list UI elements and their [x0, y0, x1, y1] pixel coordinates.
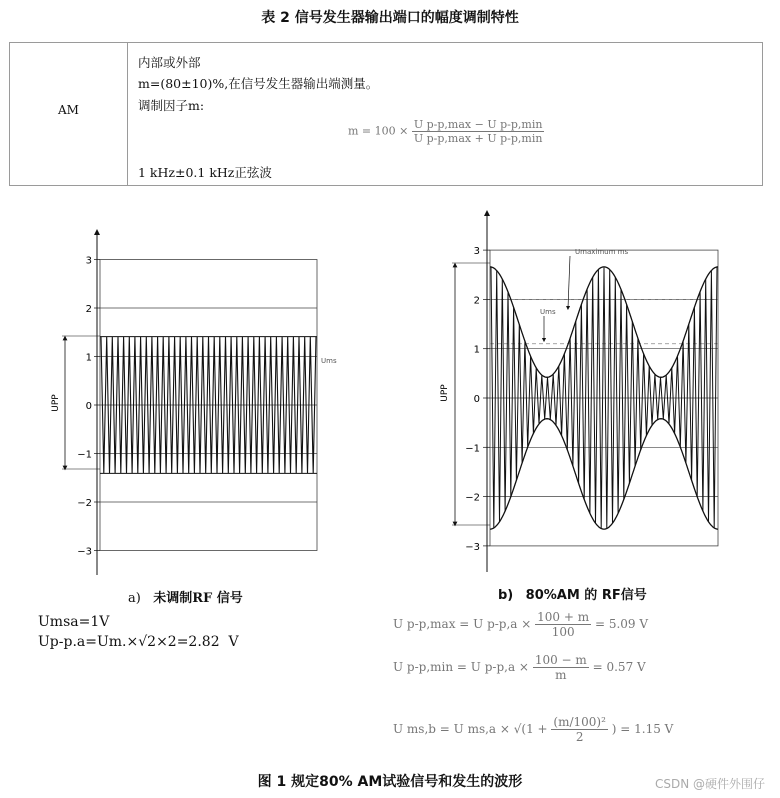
figure-b-annotation-top: Umaximum ms — [575, 248, 629, 256]
figure-a-note-1: Umsa=1V — [38, 614, 110, 630]
figure-b-y-label: UPP — [440, 384, 450, 402]
figure-b-caption-prefix: b) — [498, 588, 514, 603]
figure-a-y-label: UPP — [51, 394, 61, 412]
formula-max-rhs: = 5.09 V — [594, 617, 649, 631]
formula-denominator: U p-p,max + U p-p,min — [413, 132, 543, 145]
formula-max-num: 100 + m — [537, 610, 590, 624]
table-line-1: 内部或外部 — [138, 55, 201, 70]
figure-a-grid — [100, 260, 317, 551]
am-spec-table — [9, 42, 763, 186]
formula-rms-num: (m/100)² — [553, 715, 606, 729]
figure-b-tick-label: 0 — [473, 394, 480, 405]
table-line-2: m=(80±10)%,在信号发生器输出端测量。 — [138, 76, 379, 91]
figure-a-tick-label: 3 — [85, 255, 92, 267]
figure-b-annotation-mid: Ums — [540, 308, 556, 316]
formula-rms — [393, 715, 673, 744]
formula-min-rhs: = 0.57 V — [592, 660, 646, 674]
table-line-waveform: 1 kHz±0.1 kHz正弦波 — [138, 165, 272, 180]
formula-min — [393, 653, 646, 682]
formula-max — [393, 610, 648, 639]
figure-a-caption-prefix: a) — [128, 591, 141, 606]
figure-a-note-2: Up-p.a=Um.×√2×2=2.82 V — [38, 634, 239, 650]
formula-rms-rhs: ) = 1.15 V — [611, 722, 674, 736]
modulation-formula — [348, 118, 544, 145]
figure-a-tick-label: 2 — [85, 304, 92, 315]
formula-max-den: 100 — [551, 625, 575, 639]
figure-a-tick-label: 1 — [85, 352, 92, 364]
formula-lhs: m = 100 × — [348, 124, 409, 138]
figure-a-caption-text: 未调制RF 信号 — [153, 591, 243, 606]
formula-rms-den: 2 — [575, 730, 584, 744]
figure-b-top-pointer — [568, 256, 570, 308]
figure-b-plot — [420, 208, 740, 576]
formula-min-lhs: U p-p,min = U p-p,a × — [393, 660, 529, 674]
table-divider — [127, 43, 128, 185]
figure-a-tick-label: −1 — [77, 449, 92, 461]
figure-b-tick-label: 3 — [473, 246, 480, 258]
table-line-3: 调制因子m: — [138, 98, 205, 113]
formula-max-lhs: U p-p,max = U p-p,a × — [393, 617, 532, 631]
figure-b-caption — [498, 584, 647, 603]
figure-caption: 图 1 规定80% AM试验信号和发生的波形 — [257, 774, 523, 790]
figure-b-caption-text: 80%AM 的 RF信号 — [525, 588, 647, 603]
formula-numerator: U p-p,max − U p-p,min — [413, 118, 543, 131]
figure-a-tick-label: −2 — [77, 498, 92, 509]
figure-b-tick-label: −2 — [465, 492, 480, 504]
figure-b-tick-label: −1 — [465, 443, 480, 455]
figure-b-tick-label: 1 — [473, 344, 480, 356]
formula-rms-lhs: U ms,b = U ms,a × √(1 + — [393, 722, 548, 736]
formula-min-num: 100 − m — [534, 653, 587, 667]
figure-b-tick-label: −3 — [465, 541, 480, 553]
figure-a-plot — [40, 220, 340, 580]
figure-a-tick-label: −3 — [77, 546, 92, 558]
formula-min-den: m — [555, 668, 567, 682]
figure-a-tick-label: 0 — [85, 401, 92, 412]
figure-a-annotation: Ums — [321, 357, 337, 365]
row-label: AM — [58, 103, 79, 117]
figure-b-envelope-bottom — [490, 419, 718, 529]
figure-b-ticks — [465, 246, 490, 553]
figure-b-tick-label: 2 — [473, 295, 480, 307]
watermark: CSDN @硬件外围仔 — [655, 777, 766, 791]
table-title: 表 2 信号发生器输出端口的幅度调制特性 — [261, 10, 519, 26]
figure-a-caption — [128, 587, 243, 606]
